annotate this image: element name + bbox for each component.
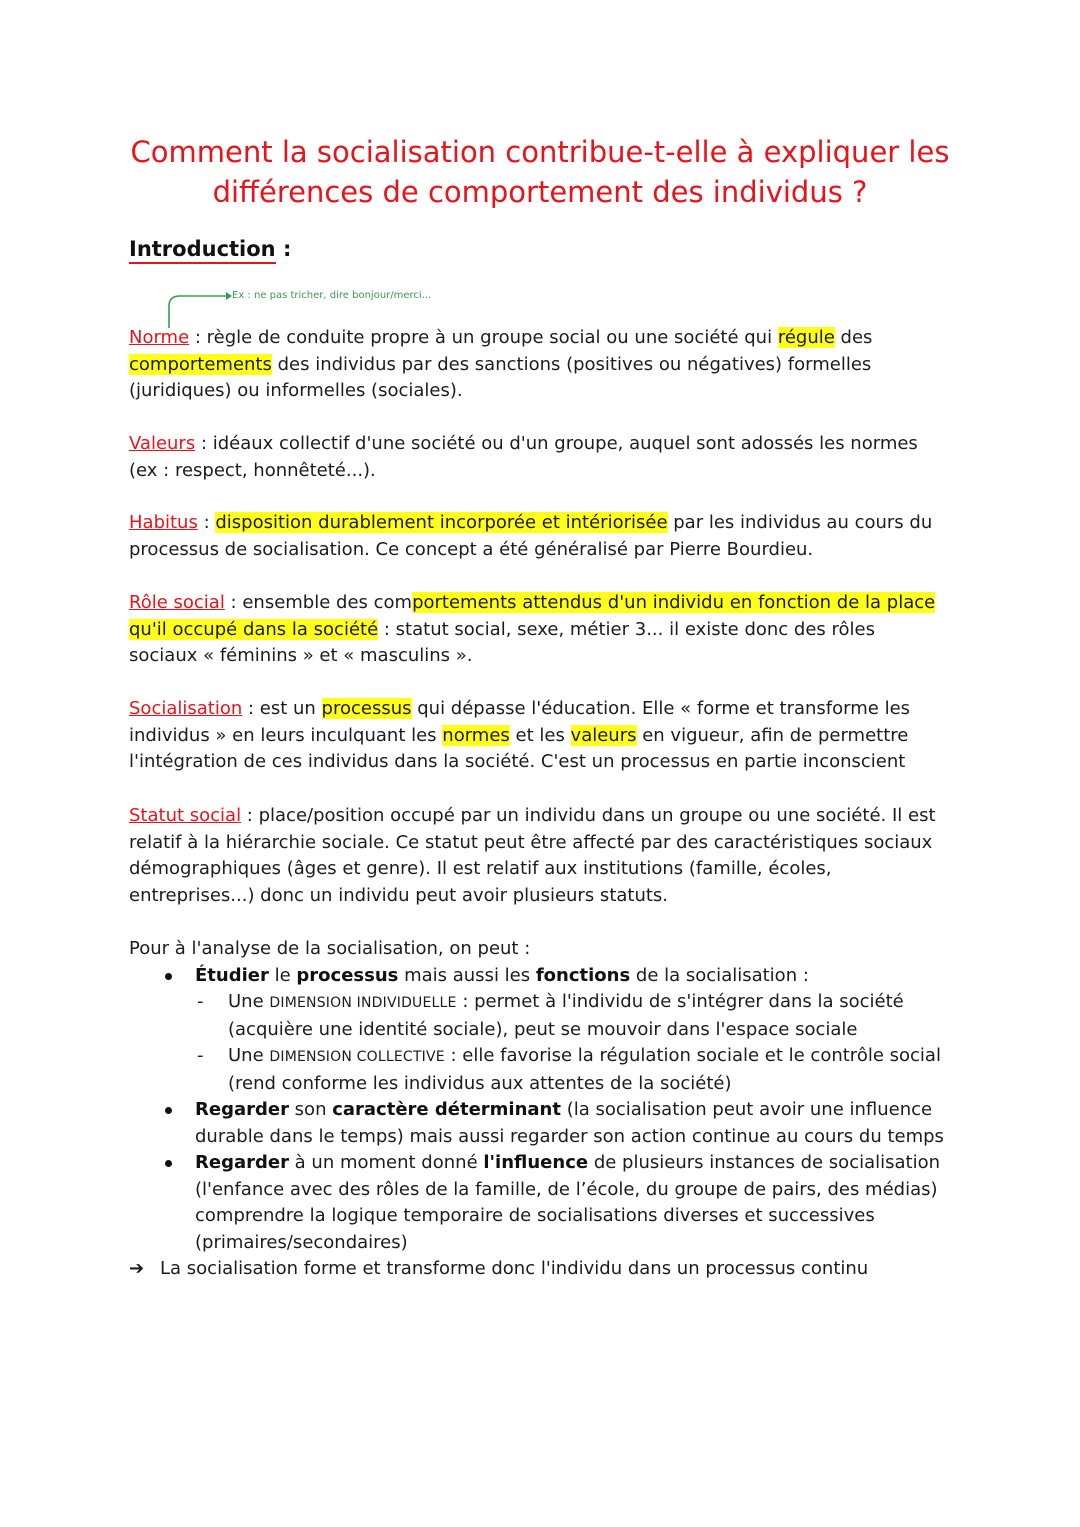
norme-text-1: : règle de conduite propre à un groupe social ou une société qui [189,327,778,348]
b1-text-2: mais aussi les [398,964,536,986]
title-line-1: Comment la socialisation contribue-t-elle à expliquer les [130,135,950,169]
term-valeurs: Valeurs [129,433,196,454]
list-item [129,1097,949,1150]
d2-post: : elle favorise la régulation sociale et le contrôle social (rend conforme les individus aux attentes de la société) [228,1045,941,1094]
b3-text-2: de plusieurs instances de socialisation (l'enfance avec des rôles de la famille, de l’école, du groupe de pairs, des médias) comprendre la logique temporaire de socialisations diverses et successives (primaires/secondaires) [195,1152,941,1253]
highlight-normes: normes [442,724,510,746]
analysis-list [129,963,949,1257]
socialisation-text-3: et les [509,724,571,746]
b1-strong-1: Étudier [195,964,269,986]
b3-text-1: à un moment donné [288,1152,484,1173]
highlight-regule: régule [777,327,835,348]
conclusion-text: La socialisation forme et transforme donc l'individu dans un processus continu [160,1258,869,1279]
b2-strong-2: caractère déterminant [332,1099,561,1120]
right-arrow-icon: ➔ [129,1258,145,1279]
d2-smallcaps: DIMENSION COLLECTIVE [269,1049,445,1065]
list-item [195,989,949,1043]
definition-habitus [129,510,949,563]
term-statut-social: Statut social [129,805,242,826]
page-title [110,132,970,212]
role-text-2: : statut social, sexe, métier 3... il existe donc des rôles sociaux « féminins » et « masculins ». [129,618,875,666]
list-item [129,963,949,1098]
b2-text-2: (la socialisation peut avoir une influence durable dans le temps) mais aussi regarder son action continue au cours du temps [195,1099,944,1147]
dash-icon: - [197,1045,204,1066]
b1-text-1: le [268,964,297,986]
bullet-icon [165,1107,172,1114]
dimension-list [195,989,949,1097]
definition-socialisation [129,696,949,776]
highlight-processus: processus [321,698,412,719]
highlight-valeurs: valeurs [570,724,637,746]
d1-smallcaps: DIMENSION INDIVIDUELLE [269,995,457,1011]
term-role-social: Rôle social [129,592,225,613]
b1-strong-2: processus [296,964,399,986]
b2-text-1: son [288,1099,333,1120]
intro-heading-colon: : [275,237,292,261]
intro-heading [129,237,291,261]
analysis-lead: Pour à l'analyse de la socialisation, on peut : [129,938,531,959]
list-item [129,1150,949,1256]
annotation-arrow-icon [160,288,234,330]
habitus-text-0: : [197,512,216,533]
dash-icon: - [197,991,204,1012]
d2-pre: Une [228,1045,270,1066]
title-line-2: différences de comportement des individus ? [212,175,868,209]
list-item [195,1043,949,1097]
b1-strong-3: fonctions [535,964,631,986]
term-socialisation: Socialisation [129,698,243,719]
highlight-comportements: comportements [129,353,272,375]
socialisation-text-2: qui dépasse l'éducation. Elle « forme et transforme les individus » en leurs inculquant les [129,698,911,746]
d1-pre: Une [228,991,270,1012]
term-norme: Norme [129,327,190,348]
habitus-text-1: par les individus au cours du processus de socialisation. Ce concept a été généralisé par Pierre Bourdieu. [129,512,933,560]
valeurs-text: : idéaux collectif d'une société ou d'un groupe, auquel sont adossés les normes (ex : respect, honnêteté...). [129,433,918,481]
bullet-icon [165,1160,172,1167]
conclusion [129,1256,949,1283]
b3-strong-2: l'influence [483,1152,589,1173]
d1-post: : permet à l'individu de s'intégrer dans la société (acquière une identité sociale), peut se mouvoir dans l'espace sociale [228,991,904,1040]
socialisation-text-4: en vigueur, afin de permettre l'intégration de ces individus dans la société. C'est un processus en partie inconscient [129,724,909,772]
highlight-disposition: disposition durablement incorporée et intériorisée [215,512,668,533]
b3-strong-1: Regarder [195,1152,289,1173]
intro-heading-text: Introduction [129,237,276,264]
definition-norme [129,325,949,405]
highlight-comportements-attendus: portements attendus d'un individu en fonction de la place qu'il occupé dans la société [129,592,936,640]
statut-text: : place/position occupé par un individu dans un groupe ou une société. Il est relatif à la hiérarchie sociale. Ce statut peut être affecté par des caractéristiques sociaux démographiques (âges et genre). Il est relatif aux institutions (famille, écoles, entreprises...) donc un individu peut avoir plusieurs statuts. [129,805,936,906]
role-text-1: : ensemble des com [224,592,413,613]
annotation-note: Ex : ne pas tricher, dire bonjour/merci... [232,290,432,301]
analysis-section [129,936,949,1283]
b2-strong-1: Regarder [195,1099,289,1120]
definition-role-social [129,590,949,670]
bullet-icon [165,973,172,980]
socialisation-text-1: : est un [242,698,322,719]
definition-statut-social [129,803,949,909]
norme-text-2: des [834,327,873,348]
norme-text-3: des individus par des sanctions (positives ou négatives) formelles (juridiques) ou informelles (sociales). [129,353,872,401]
term-habitus: Habitus [129,512,198,533]
definition-valeurs [129,431,949,484]
b1-text-3: de la socialisation : [630,964,809,986]
